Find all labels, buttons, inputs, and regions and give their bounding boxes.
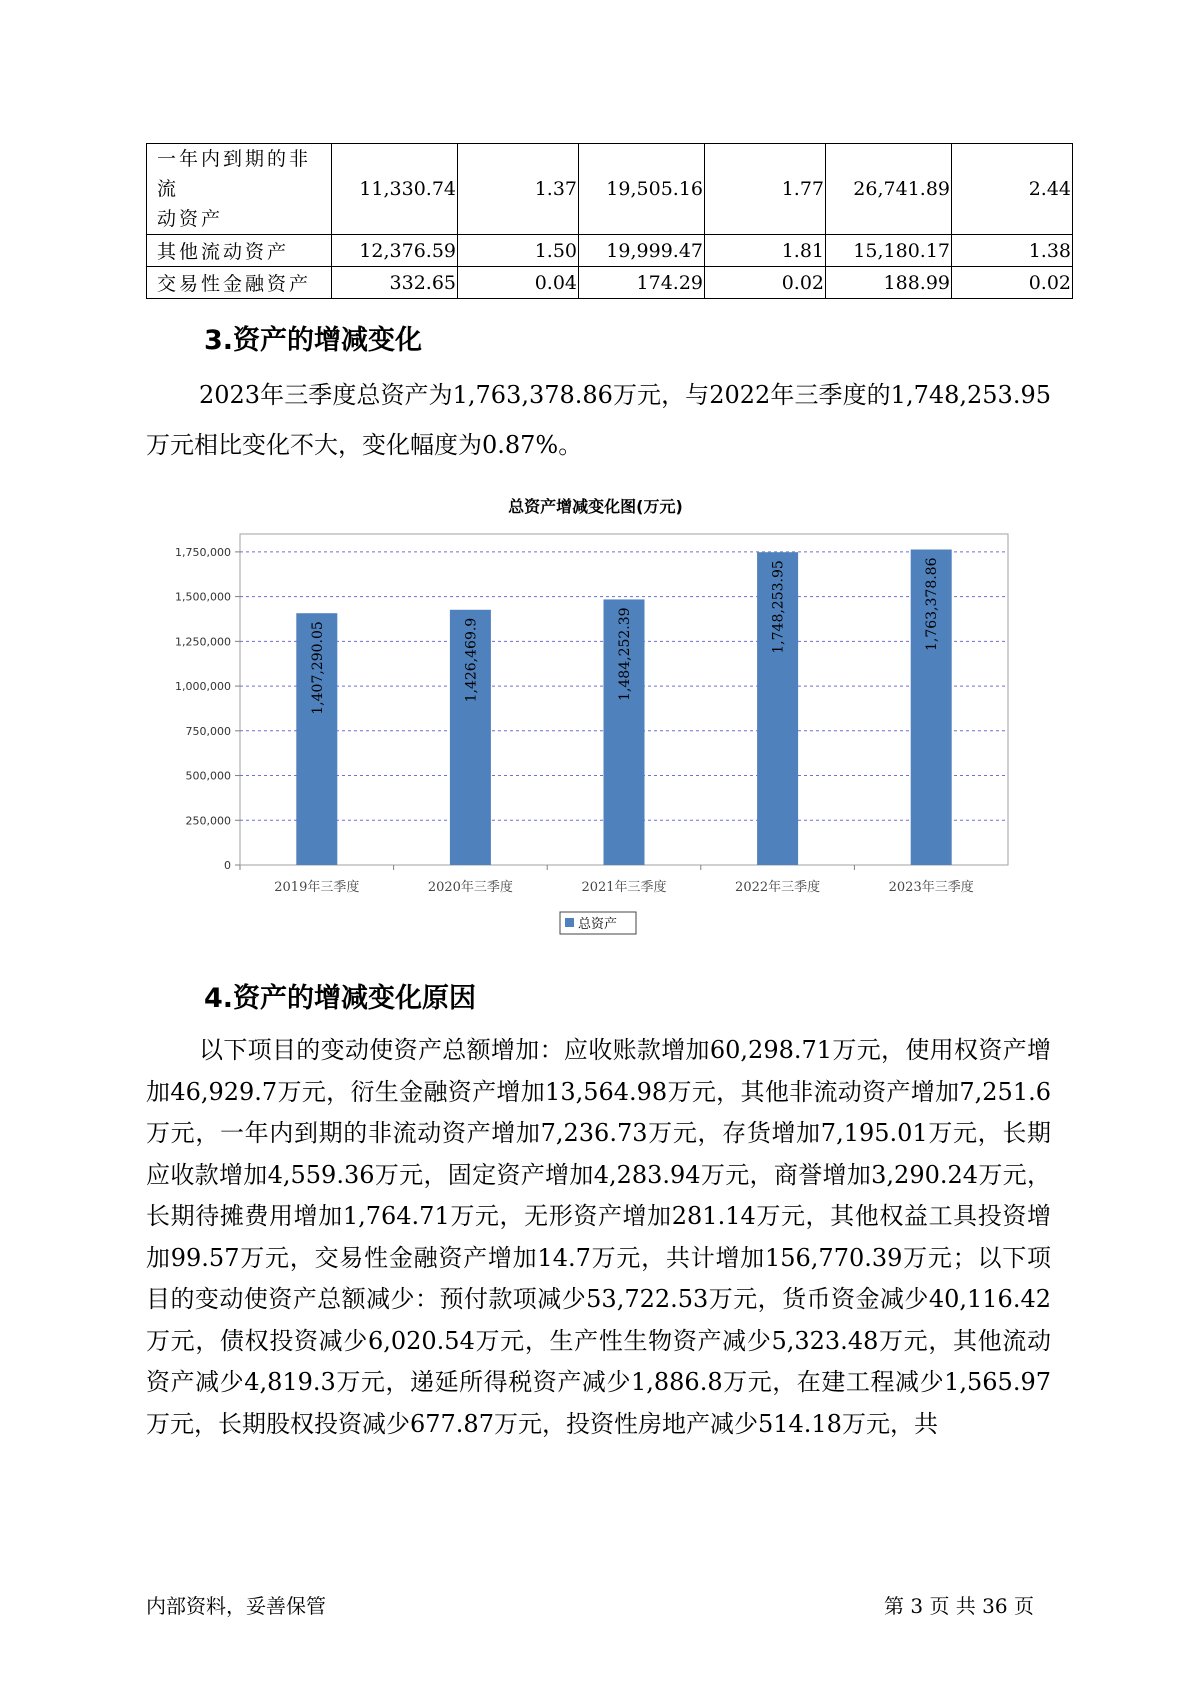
table-cell: 0.02: [952, 267, 1073, 299]
table-cell: 1.81: [705, 235, 826, 267]
page-number: 第 3 页 共 36 页: [884, 1594, 1034, 1618]
table-cell: 0.04: [458, 267, 579, 299]
data-label: 1,407,290.05: [309, 621, 326, 715]
y-tick-label: 1,000,000: [175, 680, 231, 694]
table-cell: 188.99: [826, 267, 952, 299]
table-cell: 1.77: [705, 144, 826, 235]
table-cell: 1.38: [952, 235, 1073, 267]
table-cell: 174.29: [579, 267, 705, 299]
data-label: 1,426,469.9: [463, 617, 480, 703]
section-heading: 3.资产的增减变化: [204, 325, 423, 356]
legend-swatch: [565, 918, 574, 927]
x-tick-label: 2020年三季度: [427, 880, 513, 895]
section-heading: 4.资产的增减变化原因: [204, 983, 477, 1014]
footer-note: 内部资料，妥善保管: [146, 1594, 326, 1618]
y-tick-label: 750,000: [185, 724, 231, 738]
y-tick-label: 1,750,000: [175, 545, 231, 559]
table-cell: 2.44: [952, 144, 1073, 235]
y-tick-label: 1,250,000: [175, 635, 231, 649]
table-cell: 1.37: [458, 144, 579, 235]
table-cell: 0.02: [705, 267, 826, 299]
chart-title: 总资产增减变化图(万元): [508, 497, 683, 516]
y-tick-label: 1,500,000: [175, 590, 231, 604]
row-label: 其他流动资产: [147, 235, 332, 267]
data-label: 1,748,253.95: [770, 560, 787, 654]
data-label: 1,763,378.86: [924, 557, 941, 652]
section-paragraph: 2023年三季度总资产为1,763,378.86万元，与2022年三季度的1,748,253.95万元相比变化不大，变化幅度为0.87%。: [146, 381, 1051, 459]
table-cell: 12,376.59: [332, 235, 458, 267]
legend-label: 总资产: [578, 917, 618, 932]
x-tick-label: 2021年三季度: [581, 880, 667, 895]
y-tick-label: 0: [224, 859, 231, 872]
table-cell: 15,180.17: [826, 235, 952, 267]
y-tick-label: 250,000: [185, 814, 231, 828]
x-tick-label: 2019年三季度: [274, 880, 360, 895]
row-label: 一年内到期的非流 动资产: [147, 144, 332, 235]
y-tick-label: 500,000: [185, 769, 231, 783]
row-label: 交易性金融资产: [147, 267, 332, 299]
x-tick-label: 2022年三季度: [735, 880, 821, 895]
table-cell: 11,330.74: [332, 144, 458, 235]
table-cell: 1.50: [458, 235, 579, 267]
table-cell: 332.65: [332, 267, 458, 299]
table-cell: 19,505.16: [579, 144, 705, 235]
x-tick-label: 2023年三季度: [888, 880, 974, 895]
table-cell: 26,741.89: [826, 144, 952, 235]
table-cell: 19,999.47: [579, 235, 705, 267]
section-paragraph: 以下项目的变动使资产总额增加：应收账款增加60,298.71万元，使用权资产增加46,929.7万元，衍生金融资产增加13,564.98万元，其他非流动资产增加7,251.6万元，一年内到期的非流动资产增加7,236.73万元，存货增加7,195.01万元，长期应收款增加4,559.36万元，固定资产增加4,283.94万元，商誉增加3,290.24万元，长期待摊费用增加1,764.71万元，无形资产增加281.14万元，其他权益工具投资增加99.57万元，交易性金融资产增加14.7万元，共计增加156,770.39万元；以下项目的变动使资产总额减少：预付款项减少53,722.53万元，货币资金减少40,116.42万元，债权投资减少6,020.54万元，生产性生物资产减少5,323.48万元，其他流动资产减少4,819.3万元，递延所得税资产减少1,886.8万元，在建工程减少1,565.97万元，长期股权投资减少677.87万元，投资性房地产减少514.18万元，共: [146, 1036, 1051, 1438]
data-label: 1,484,252.39: [617, 607, 633, 701]
